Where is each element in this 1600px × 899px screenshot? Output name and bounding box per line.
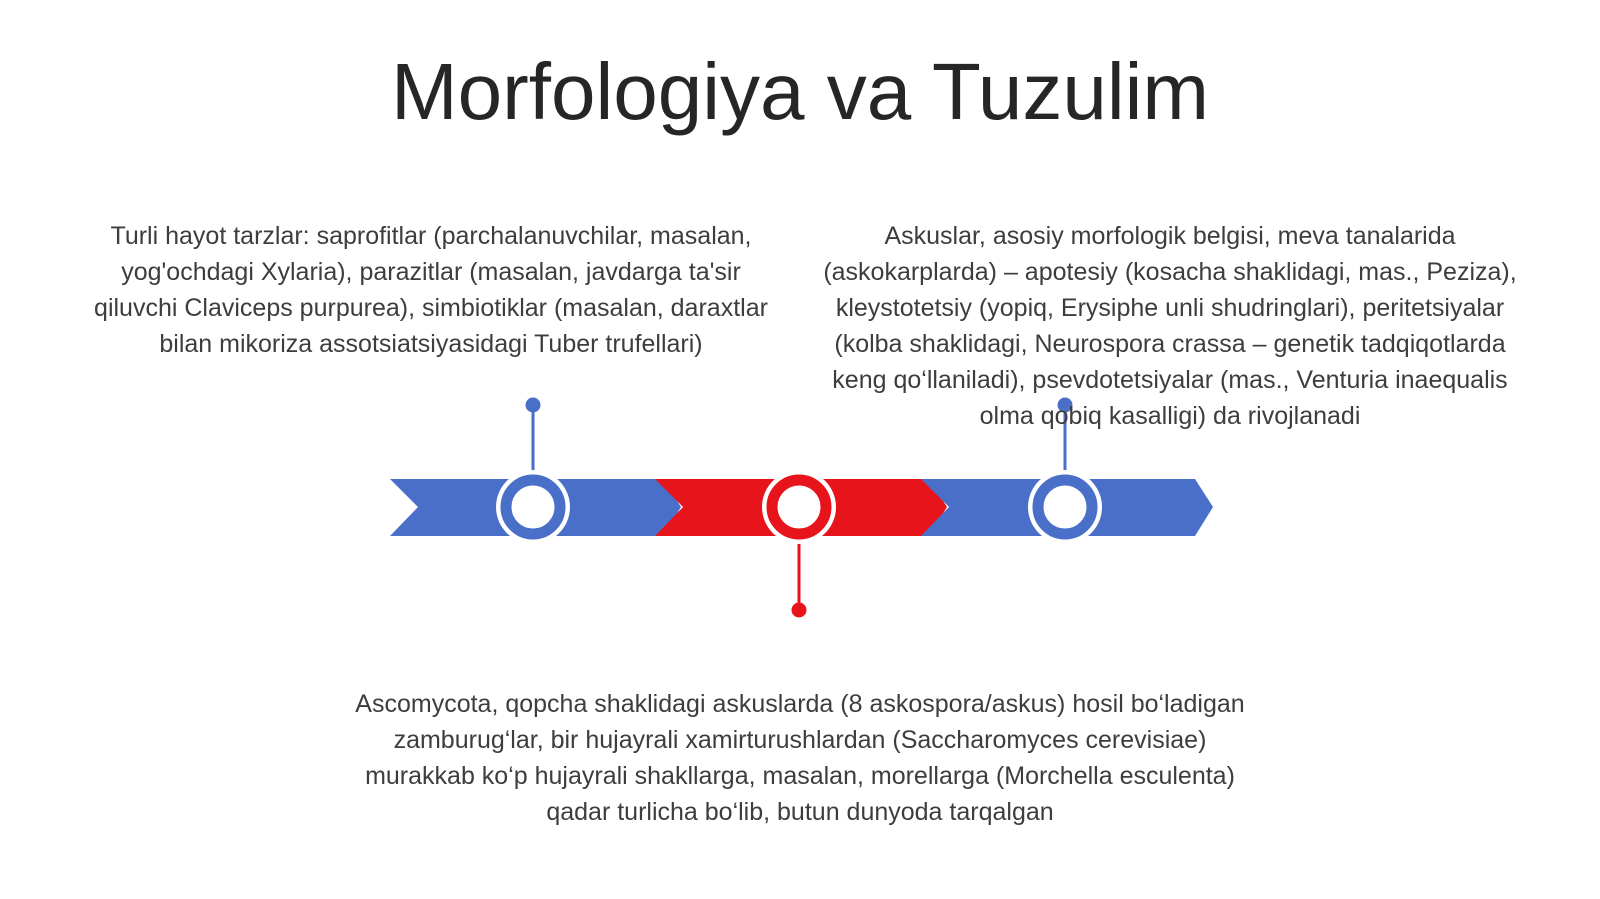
timeline-text-3: Askuslar, asosiy morfologik belgisi, meva tanalarida (askokarplarda) – apotesiy (kosacha shaklidagi, mas., Peziza), kleystotetsiy (yopiq, Erysiphe unli shudringlari), peritetsiyalar (kolba shaklidagi, Neurospora crassa – genetik tadqiqotlarda keng qo‘llaniladi), psevdotetsiyalar (mas., Venturia inaequalis olma qobiq kasalligi) da rivojlanadi [823, 222, 1517, 430]
timeline-text-2: Ascomycota, qopcha shaklidagi askuslarda (8 askospora/askus) hosil bo‘ladigan zamburug‘lar, bir hujayrali xamirturushlardan (Saccharomyces cerevisiae) murakkab ko‘p hujayrali shakllarga, masalan, morellarga (Morchella esculenta) qadar turlicha bo‘lib, butun dunyoda tarqalgan [355, 690, 1245, 826]
milestone-ring-1-inner [506, 480, 560, 534]
milestone-ring-2-inner [772, 480, 826, 534]
connector-dot-2 [792, 603, 807, 618]
connector-dot-1 [526, 398, 541, 413]
milestone-ring-3-inner [1038, 480, 1092, 534]
timeline-text-1: Turli hayot tarzlar: saprofitlar (parchalanuvchilar, masalan, yog'ochdagi Xylaria), parazitlar (masalan, javdarga ta'sir qiluvchi Claviceps purpurea), simbiotiklar (masalan, daraxtlar bilan mikoriza assotsiatsiyasidagi Tuber trufellari) [94, 222, 768, 358]
slide-title: Morfologiya va Tuzulim [390, 47, 1210, 136]
